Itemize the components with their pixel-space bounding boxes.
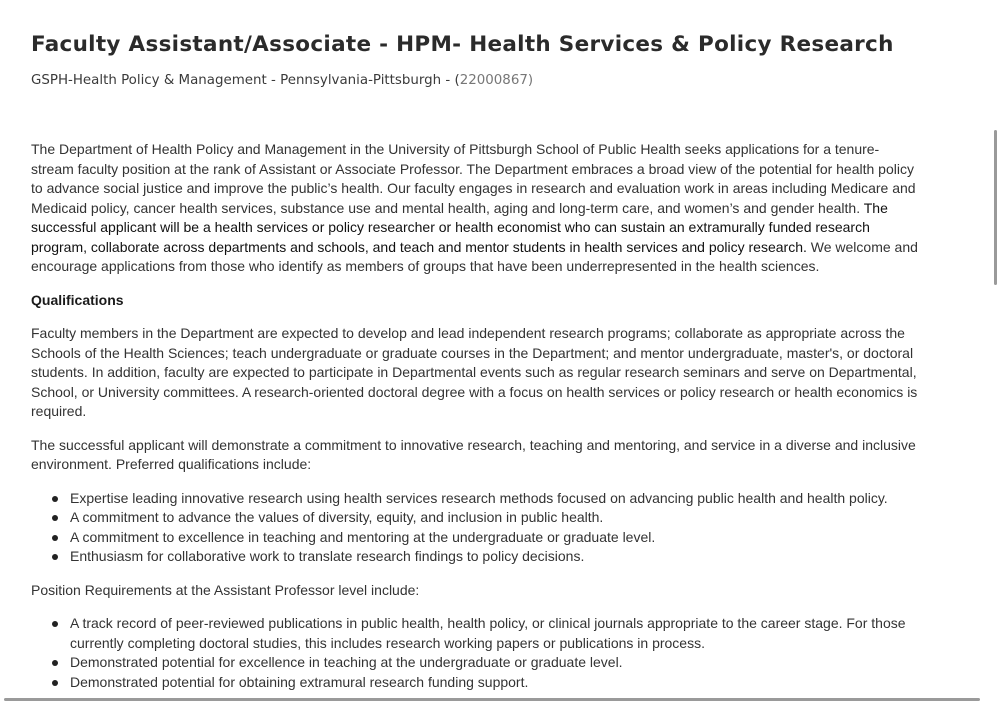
list-item-text: Demonstrated potential for excellence in teaching at the undergraduate or graduate level. xyxy=(70,654,623,670)
requisition-id-close: ) xyxy=(527,73,534,88)
job-description xyxy=(31,140,921,704)
horizontal-scrollbar[interactable] xyxy=(4,698,980,701)
bullet-icon xyxy=(52,621,58,627)
intro-highlight: The successful applicant will be a health services or policy researcher or health economist who can sustain an extramurally funded research program, collaborate across departments and schools, and teach and mentor students in health services and policy research. xyxy=(31,199,888,255)
list-item-text: Demonstrated potential for obtaining extramural research funding support. xyxy=(70,673,529,690)
vertical-scrollbar[interactable] xyxy=(994,130,997,285)
list-item xyxy=(70,653,921,673)
intro-paragraph xyxy=(31,140,921,277)
list-item xyxy=(70,673,921,693)
job-header xyxy=(31,30,971,91)
bullet-icon xyxy=(52,680,58,686)
requisition-id: 22000867 xyxy=(459,73,528,88)
department-location: GSPH-Health Policy & Management - Pennsylvania-Pittsburgh - ( xyxy=(31,73,460,88)
list-item-text: A commitment to advance the values of diversity, equity, and inclusion in public health. xyxy=(70,509,604,525)
position-requirements-list xyxy=(31,614,921,692)
qualifications-paragraph: Faculty members in the Department are expected to develop and lead independent research programs; collaborate as appropriate across the Schools of the Health Sciences; teach undergraduate or graduate courses in the Department; and mentor undergraduate, master's, or doctoral students. In addition, faculty are expected to participate in Departmental events such as regular research seminars and serve on Departmental, School, or University committees. A research-oriented doctoral degree with a focus on health services or policy research or health economics is required. xyxy=(31,325,918,419)
list-item-text: Expertise leading innovative research using health services research methods focused on advancing public health and health policy. xyxy=(70,489,888,506)
list-item-text: Enthusiasm for collaborative work to translate research findings to policy decisions. xyxy=(70,548,585,564)
intro-text: The Department of Health Policy and Management in the University of Pittsburgh School of Public Health seeks applications for a tenure-stream faculty position at the rank of Assistant or Associate Professor. The Department embraces a broad view of the potential for health policy to advance social justice and improve the public’s health. Our faculty engages in research and evaluation work in areas including Medicare and Medicaid policy, cancer health services, substance use and mental health, aging and long-term care, and women’s and gender health. xyxy=(31,141,916,216)
preferred-qualifications-list xyxy=(31,489,921,567)
bullet-icon xyxy=(52,554,58,560)
list-item-text: A track record of peer-reviewed publications in public health, health policy, or clinical journals appropriate to the career stage. For those currently completing doctoral studies, this includes research working papers or publications in process. xyxy=(70,615,906,651)
bullet-icon xyxy=(52,496,58,502)
bullet-icon xyxy=(52,535,58,541)
qualifications-heading: Qualifications xyxy=(31,291,124,308)
bullet-icon xyxy=(52,660,58,666)
list-item-text: A commitment to excellence in teaching and mentoring at the undergraduate or graduate level. xyxy=(70,528,656,545)
intro-closing: We welcome and encourage applications from those who identify as members of groups that have been underrepresented in the health sciences. xyxy=(31,238,918,274)
job-subtitle xyxy=(31,71,971,91)
job-title: Faculty Assistant/Associate - HPM- Health Services & Policy Research xyxy=(31,32,894,57)
requirements-intro: Position Requirements at the Assistant Professor level include: xyxy=(31,581,420,598)
preferred-intro: The successful applicant will demonstrate a commitment to innovative research, teaching and mentoring, and service in a diverse and inclusive environment. Preferred qualifications include: xyxy=(31,436,916,472)
list-item xyxy=(70,489,921,509)
list-item xyxy=(70,528,921,548)
list-item xyxy=(70,508,921,528)
bullet-icon xyxy=(52,515,58,521)
list-item xyxy=(70,547,921,567)
list-item xyxy=(70,614,921,653)
